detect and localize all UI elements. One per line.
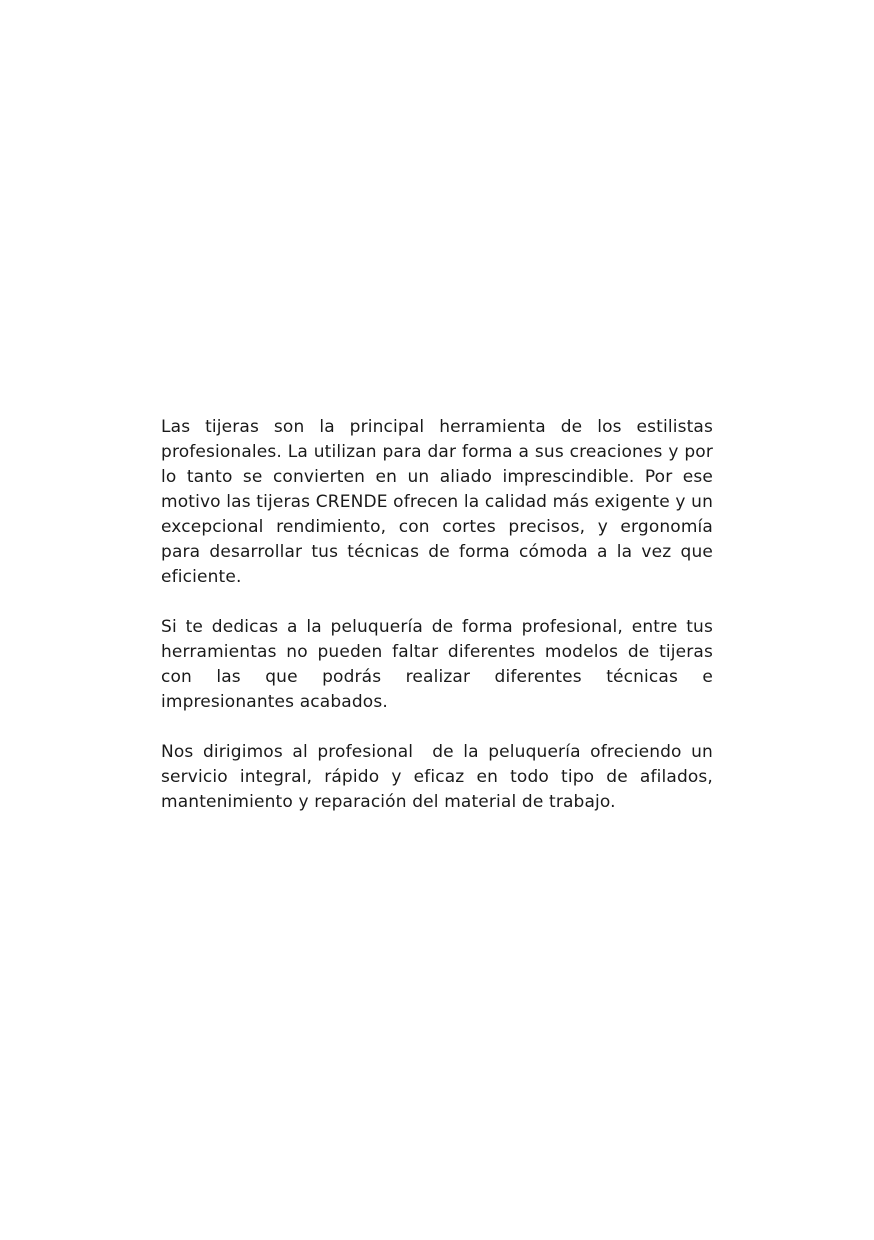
body-text-block bbox=[161, 415, 719, 815]
paragraph-services: Nos dirigimos al profesional de la peluquería ofreciendo un servicio integral, rápido y eficaz en todo tipo de afilados, mantenimiento y reparación del material de trabajo. bbox=[161, 742, 719, 812]
paragraph-professional-tools: Si te dedicas a la peluquería de forma profesional, entre tus herramientas no pueden faltar diferentes modelos de tijeras con las que podrás realizar diferentes técnicas e impresionantes acabados. bbox=[161, 617, 719, 712]
paragraph-intro: Las tijeras son la principal herramienta de los estilistas profesionales. La utilizan para dar forma a sus creaciones y por lo tanto se convierten en un aliado imprescindible. Por ese motivo las tijeras CRENDE ofrecen la calidad más exigente y un excepcional rendimiento, con cortes precisos, y ergonomía para desarrollar tus técnicas de forma cómoda a la vez que eficiente. bbox=[161, 417, 719, 587]
